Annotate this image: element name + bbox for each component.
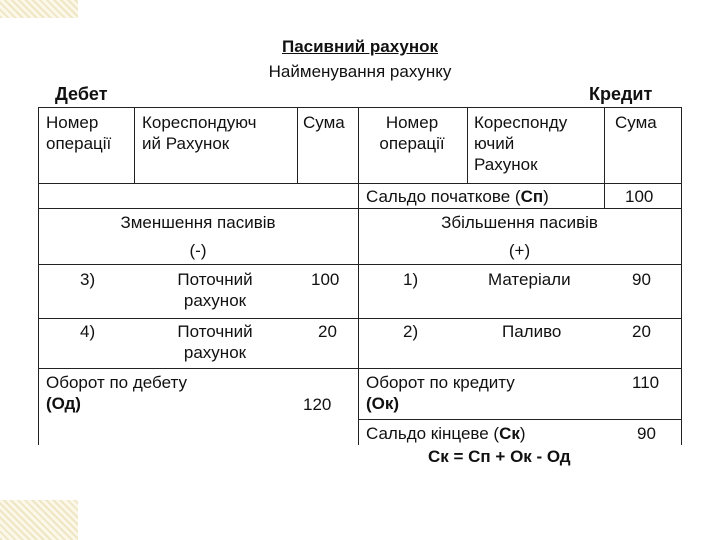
decrease-sign: (-)	[189, 241, 207, 260]
debit-label: Дебет	[55, 84, 108, 104]
credit-row-2-account: Паливо	[502, 322, 562, 341]
debit-row-2-account: Поточний рахунок	[177, 322, 253, 362]
debit-row-2-sum: 20	[318, 322, 337, 341]
corner-decoration-top	[0, 0, 78, 18]
increase-sign: (+)	[508, 241, 531, 260]
header-left-operation: Номер операції	[46, 113, 112, 153]
corner-decoration-bottom	[0, 500, 78, 540]
header-right-account: Кореспонду ючий Рахунок	[474, 113, 568, 174]
debit-row-2-op: 4)	[80, 322, 96, 341]
account-subtitle: Найменування рахунку	[268, 62, 452, 81]
increase-label: Збільшення пасивів	[441, 213, 598, 232]
debit-turnover-label: Оборот по дебету (Од)	[46, 373, 187, 413]
credit-turnover-value: 110	[632, 373, 660, 392]
header-left-account: Кореспондуюч ий Рахунок	[142, 113, 257, 153]
debit-row-1-op: 3)	[80, 270, 96, 289]
opening-balance-value: 100	[625, 187, 654, 206]
closing-balance-value: 90	[637, 424, 656, 443]
credit-row-1-sum: 90	[632, 270, 651, 289]
header-left-sum: Сума	[303, 113, 345, 132]
credit-row-2-op: 2)	[403, 322, 419, 341]
account-title: Пасивний рахунок	[281, 37, 439, 56]
debit-row-1-account: Поточний рахунок	[177, 270, 253, 310]
opening-balance-label: Сальдо початкове (Сп)	[366, 187, 549, 206]
credit-turnover-label: Оборот по кредиту (Ок)	[366, 373, 515, 413]
header-right-sum: Сума	[615, 113, 657, 132]
balance-formula: Ск = Сп + Ок - Од	[428, 447, 571, 466]
credit-row-1-op: 1)	[403, 270, 419, 289]
credit-row-2-sum: 20	[632, 322, 651, 341]
credit-label: Кредит	[589, 84, 653, 104]
closing-balance-label: Сальдо кінцеве (Ск)	[366, 424, 526, 443]
decrease-label: Зменшення пасивів	[120, 213, 276, 232]
credit-row-1-account: Матеріали	[488, 270, 571, 289]
header-right-operation: Номер операції	[379, 113, 445, 153]
debit-turnover-value: 120	[303, 395, 332, 414]
debit-row-1-sum: 100	[311, 270, 340, 289]
